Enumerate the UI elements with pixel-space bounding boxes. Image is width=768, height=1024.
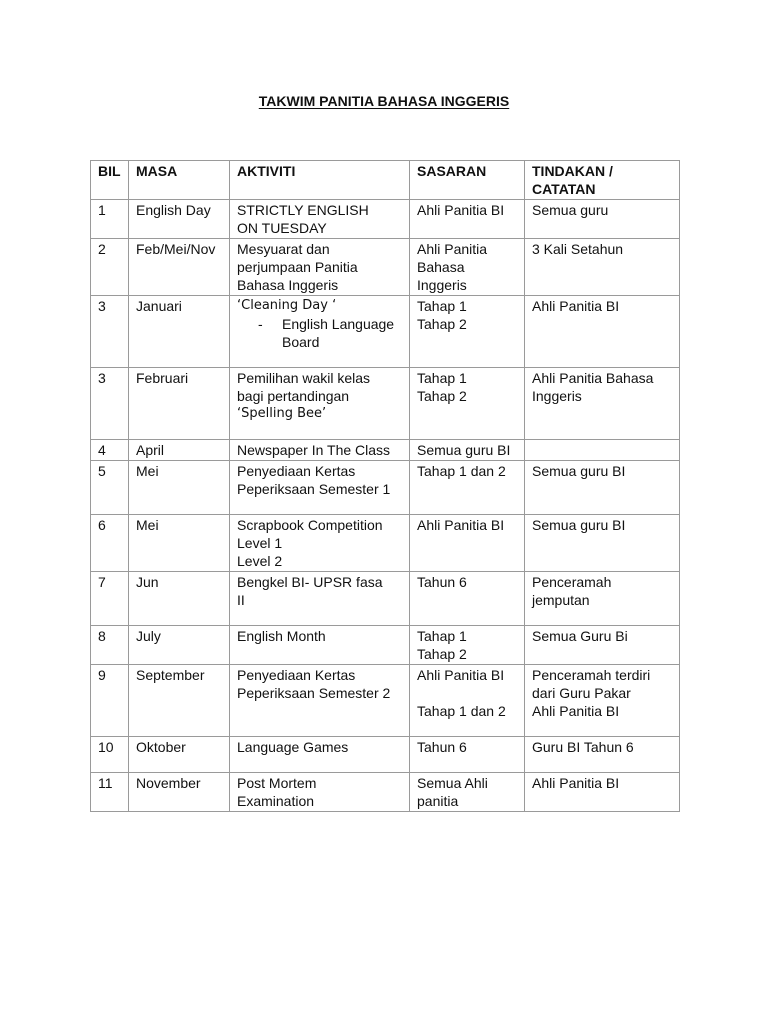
cell-aktiviti: [230, 200, 410, 239]
cell-text: Ahli Panitia BI: [417, 667, 505, 683]
cell-spacer: [417, 684, 518, 702]
cell-bil: 8: [91, 626, 129, 665]
cell-text: Ahli Panitia: [417, 241, 488, 257]
header-aktiviti: AKTIVITI: [230, 161, 410, 200]
cell-text: Peperiksaan Semester 2: [237, 685, 391, 701]
cell-sasaran: [410, 368, 525, 440]
cell-aktiviti: English Month: [230, 626, 410, 665]
cell-masa: Januari: [129, 296, 230, 368]
cell-text: Tahap 2: [417, 316, 467, 332]
cell-aktiviti: Newspaper In The Class: [230, 440, 410, 461]
cell-text: Bahasa: [417, 259, 465, 275]
cell-tindakan: 3 Kali Setahun: [525, 239, 680, 296]
cell-text: Scrapbook Competition: [237, 517, 383, 533]
cell-masa: April: [129, 440, 230, 461]
bullet-item: [237, 315, 403, 351]
cell-bil: 1: [91, 200, 129, 239]
cell-bil: 4: [91, 440, 129, 461]
cell-text: II: [237, 592, 245, 608]
cell-text: jemputan: [532, 592, 590, 608]
cell-sasaran: Ahli Panitia BI: [410, 200, 525, 239]
cell-sasaran: [410, 239, 525, 296]
cell-text: Bengkel BI- UPSR fasa: [237, 574, 383, 590]
cell-aktiviti: [230, 461, 410, 515]
cell-text: Mesyuarat dan: [237, 241, 330, 257]
cell-bil: 2: [91, 239, 129, 296]
cell-aktiviti: [230, 296, 410, 368]
takwim-table: [90, 160, 680, 812]
bullet-dash: -: [258, 316, 263, 332]
cell-sasaran: Ahli Panitia BI: [410, 515, 525, 572]
cell-aktiviti: [230, 239, 410, 296]
cell-sasaran: [410, 665, 525, 737]
cell-tindakan: Semua guru BI: [525, 461, 680, 515]
cell-text: Penyediaan Kertas: [237, 667, 356, 683]
cell-text: Tahap 1: [417, 298, 467, 314]
cell-text: Penceramah: [532, 574, 612, 590]
cell-sasaran: [410, 626, 525, 665]
cell-masa: Oktober: [129, 737, 230, 773]
cell-tindakan: Semua guru: [525, 200, 680, 239]
cell-masa: Februari: [129, 368, 230, 440]
cell-text: Inggeris: [532, 388, 582, 404]
cell-text: Post Mortem: [237, 775, 317, 791]
cell-sasaran: Semua guru BI: [410, 440, 525, 461]
cell-masa: Jun: [129, 572, 230, 626]
table-row: [91, 461, 680, 515]
cell-text: bagi pertandingan: [237, 388, 350, 404]
cell-text: Ahli Panitia BI: [532, 703, 620, 719]
cell-text: Tahap 2: [417, 388, 467, 404]
cell-masa: September: [129, 665, 230, 737]
cell-masa: Mei: [129, 461, 230, 515]
cell-tindakan: Semua Guru Bi: [525, 626, 680, 665]
table-row: [91, 200, 680, 239]
header-bil: BIL: [91, 161, 129, 200]
cell-text: ‘Spelling Bee’: [237, 406, 327, 421]
table-row: [91, 773, 680, 812]
cell-tindakan: Semua guru BI: [525, 515, 680, 572]
cell-text: Tahap 1 dan 2: [417, 703, 506, 719]
cell-masa: Feb/Mei/Nov: [129, 239, 230, 296]
cell-bil: 6: [91, 515, 129, 572]
table-row: [91, 296, 680, 368]
cell-bil: 5: [91, 461, 129, 515]
table-row: [91, 239, 680, 296]
cell-tindakan: Guru BI Tahun 6: [525, 737, 680, 773]
cell-text: Inggeris: [417, 277, 467, 293]
cell-masa: November: [129, 773, 230, 812]
header-tindakan: TINDAKAN / CATATAN: [525, 161, 680, 200]
cell-text: Penceramah terdiri: [532, 667, 651, 683]
cell-aktiviti: [230, 368, 410, 440]
cell-text: Semua Ahli: [417, 775, 488, 791]
table-header-row: [91, 161, 680, 200]
cell-sasaran: Tahap 1 dan 2: [410, 461, 525, 515]
table-row: [91, 737, 680, 773]
cell-text: Tahap 2: [417, 646, 467, 662]
cell-text: panitia: [417, 793, 459, 809]
header-masa: MASA: [129, 161, 230, 200]
cell-text: Tahap 1: [417, 370, 467, 386]
bullet-text: English Language Board: [282, 316, 395, 350]
cell-sasaran: Tahun 6: [410, 572, 525, 626]
cell-tindakan: [525, 665, 680, 737]
cell-text: perjumpaan Panitia: [237, 259, 358, 275]
cell-tindakan: Ahli Panitia BI: [525, 296, 680, 368]
cell-bil: 3: [91, 368, 129, 440]
cell-aktiviti: [230, 515, 410, 572]
cell-aktiviti: [230, 572, 410, 626]
cell-text: ON TUESDAY: [237, 220, 327, 236]
cell-bil: 9: [91, 665, 129, 737]
cell-sasaran: [410, 296, 525, 368]
cell-text: Pemilihan wakil kelas: [237, 370, 371, 386]
cell-sasaran: Tahun 6: [410, 737, 525, 773]
table-row: [91, 665, 680, 737]
cell-masa: English Day: [129, 200, 230, 239]
cell-bil: 10: [91, 737, 129, 773]
cell-aktiviti: [230, 773, 410, 812]
cell-text: ‘Cleaning Day ‘: [237, 298, 337, 313]
cell-tindakan: [525, 572, 680, 626]
document-title: [0, 92, 768, 110]
cell-tindakan: [525, 368, 680, 440]
header-sasaran: SASARAN: [410, 161, 525, 200]
table-row: [91, 572, 680, 626]
cell-masa: July: [129, 626, 230, 665]
cell-text: Level 1: [237, 535, 283, 551]
cell-aktiviti: [230, 665, 410, 737]
cell-bil: 7: [91, 572, 129, 626]
table-row: [91, 440, 680, 461]
cell-text: Level 2: [237, 553, 283, 569]
table-row: [91, 515, 680, 572]
table-row: [91, 368, 680, 440]
cell-tindakan: Ahli Panitia BI: [525, 773, 680, 812]
cell-text: Peperiksaan Semester 1: [237, 481, 391, 497]
cell-text: Tahap 1: [417, 628, 467, 644]
cell-aktiviti: Language Games: [230, 737, 410, 773]
cell-bil: 11: [91, 773, 129, 812]
cell-text: dari Guru Pakar: [532, 685, 631, 701]
cell-masa: Mei: [129, 515, 230, 572]
table-row: [91, 626, 680, 665]
cell-bil: 3: [91, 296, 129, 368]
cell-text: Bahasa Inggeris: [237, 277, 339, 293]
cell-text: Penyediaan Kertas: [237, 463, 356, 479]
cell-text: Examination: [237, 793, 315, 809]
document-title-text: TAKWIM PANITIA BAHASA INGGERIS: [258, 93, 510, 109]
cell-text: STRICTLY ENGLISH: [237, 202, 369, 218]
cell-text: Ahli Panitia Bahasa: [532, 370, 654, 386]
cell-tindakan: [525, 440, 680, 461]
cell-sasaran: [410, 773, 525, 812]
